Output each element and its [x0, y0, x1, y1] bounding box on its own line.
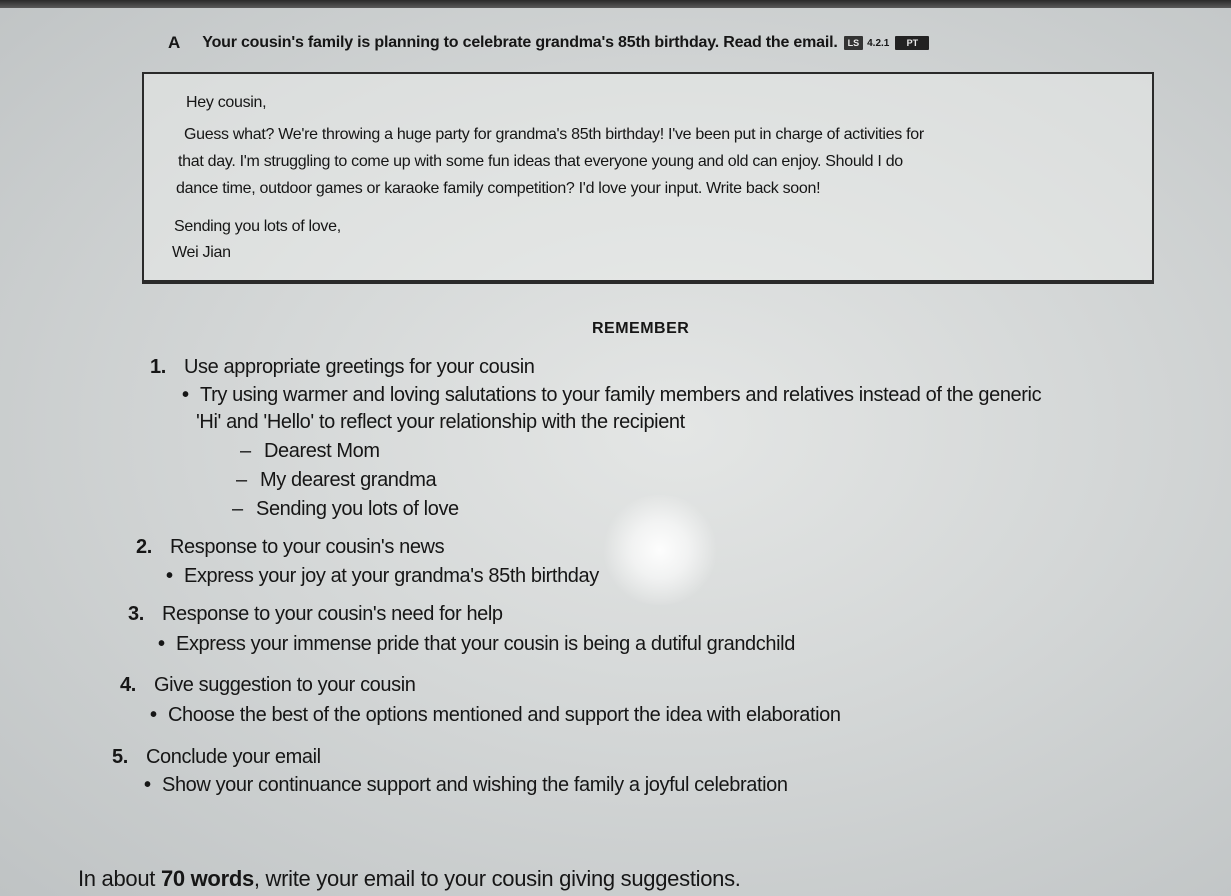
point-number: 4.	[120, 674, 136, 696]
bullet-dot: •	[182, 384, 189, 406]
point-title: Conclude your email	[146, 746, 321, 768]
email-signoff: Sending you lots of love,	[174, 218, 341, 235]
bullet-dot: •	[158, 633, 165, 655]
screen-bezel	[0, 0, 1231, 8]
email-greeting: Hey cousin,	[186, 94, 267, 111]
point-number: 2.	[136, 536, 152, 558]
example-item: – Dearest Mom	[240, 440, 380, 462]
bullet-dot: •	[166, 565, 173, 587]
point-bullet-continued: 'Hi' and 'Hello' to reflect your relationship with the recipient	[196, 411, 685, 433]
example-text: My dearest grandma	[260, 469, 437, 491]
point-title: Use appropriate greetings for your cousin	[184, 356, 535, 378]
email-body-line: that day. I'm struggling to come up with some fun ideas that everyone young and old can enjoy. Should I do	[178, 153, 903, 170]
pt-tag: PT	[895, 36, 929, 50]
point-bullet	[144, 774, 788, 797]
remember-point	[128, 603, 503, 626]
point-bullet	[158, 633, 795, 656]
task-instruction	[168, 30, 1108, 56]
point-number: 3.	[128, 603, 144, 625]
remember-point	[136, 536, 444, 559]
email-body-line: dance time, outdoor games or karaoke family competition? I'd love your input. Write back soon!	[176, 180, 821, 197]
example-text: Dearest Mom	[264, 440, 380, 462]
bullet-dot: •	[144, 774, 151, 796]
bullet-text: Show your continuance support and wishing the family a joyful celebration	[162, 774, 788, 796]
task-letter: A	[168, 33, 181, 52]
point-title: Response to your cousin's need for help	[162, 603, 503, 625]
bullet-text: Try using warmer and loving salutations to your family members and relatives instead of the generic	[200, 384, 1042, 406]
email-box	[142, 72, 1154, 284]
example-text: Sending you lots of love	[256, 498, 459, 520]
bullet-dot: •	[150, 704, 157, 726]
example-item: – My dearest grandma	[236, 469, 437, 491]
footer-suffix: , write your email to your cousin giving suggestions.	[253, 866, 741, 891]
email-body-line: Guess what? We're throwing a huge party for grandma's 85th birthday! I've been put in charge of activities for	[184, 126, 924, 143]
light-glare	[600, 495, 720, 605]
point-bullet	[150, 704, 841, 727]
skill-tag: LS	[844, 36, 864, 50]
point-bullet	[182, 384, 1041, 407]
remember-point	[120, 674, 416, 697]
remember-point	[150, 356, 534, 379]
footer-prefix: In about	[78, 866, 161, 891]
point-title: Give suggestion to your cousin	[154, 674, 416, 696]
point-number: 5.	[112, 746, 128, 768]
bullet-text: Choose the best of the options mentioned and support the idea with elaboration	[168, 704, 841, 726]
remember-heading: REMEMBER	[592, 320, 690, 337]
example-item: – Sending you lots of love	[232, 498, 459, 520]
standard-code: 4.2.1	[867, 37, 890, 49]
writing-instruction	[78, 866, 741, 892]
bullet-text: Express your joy at your grandma's 85th birthday	[184, 565, 599, 587]
email-sender-name: Wei Jian	[172, 244, 231, 261]
remember-point	[112, 746, 321, 769]
point-bullet	[166, 565, 599, 588]
footer-word-count: 70 words	[160, 866, 254, 891]
bullet-text: Express your immense pride that your cousin is being a dutiful grandchild	[176, 633, 795, 655]
point-title: Response to your cousin's news	[170, 536, 445, 558]
point-number: 1.	[150, 356, 166, 378]
task-text: Your cousin's family is planning to celebrate grandma's 85th birthday. Read the email.	[202, 34, 838, 51]
